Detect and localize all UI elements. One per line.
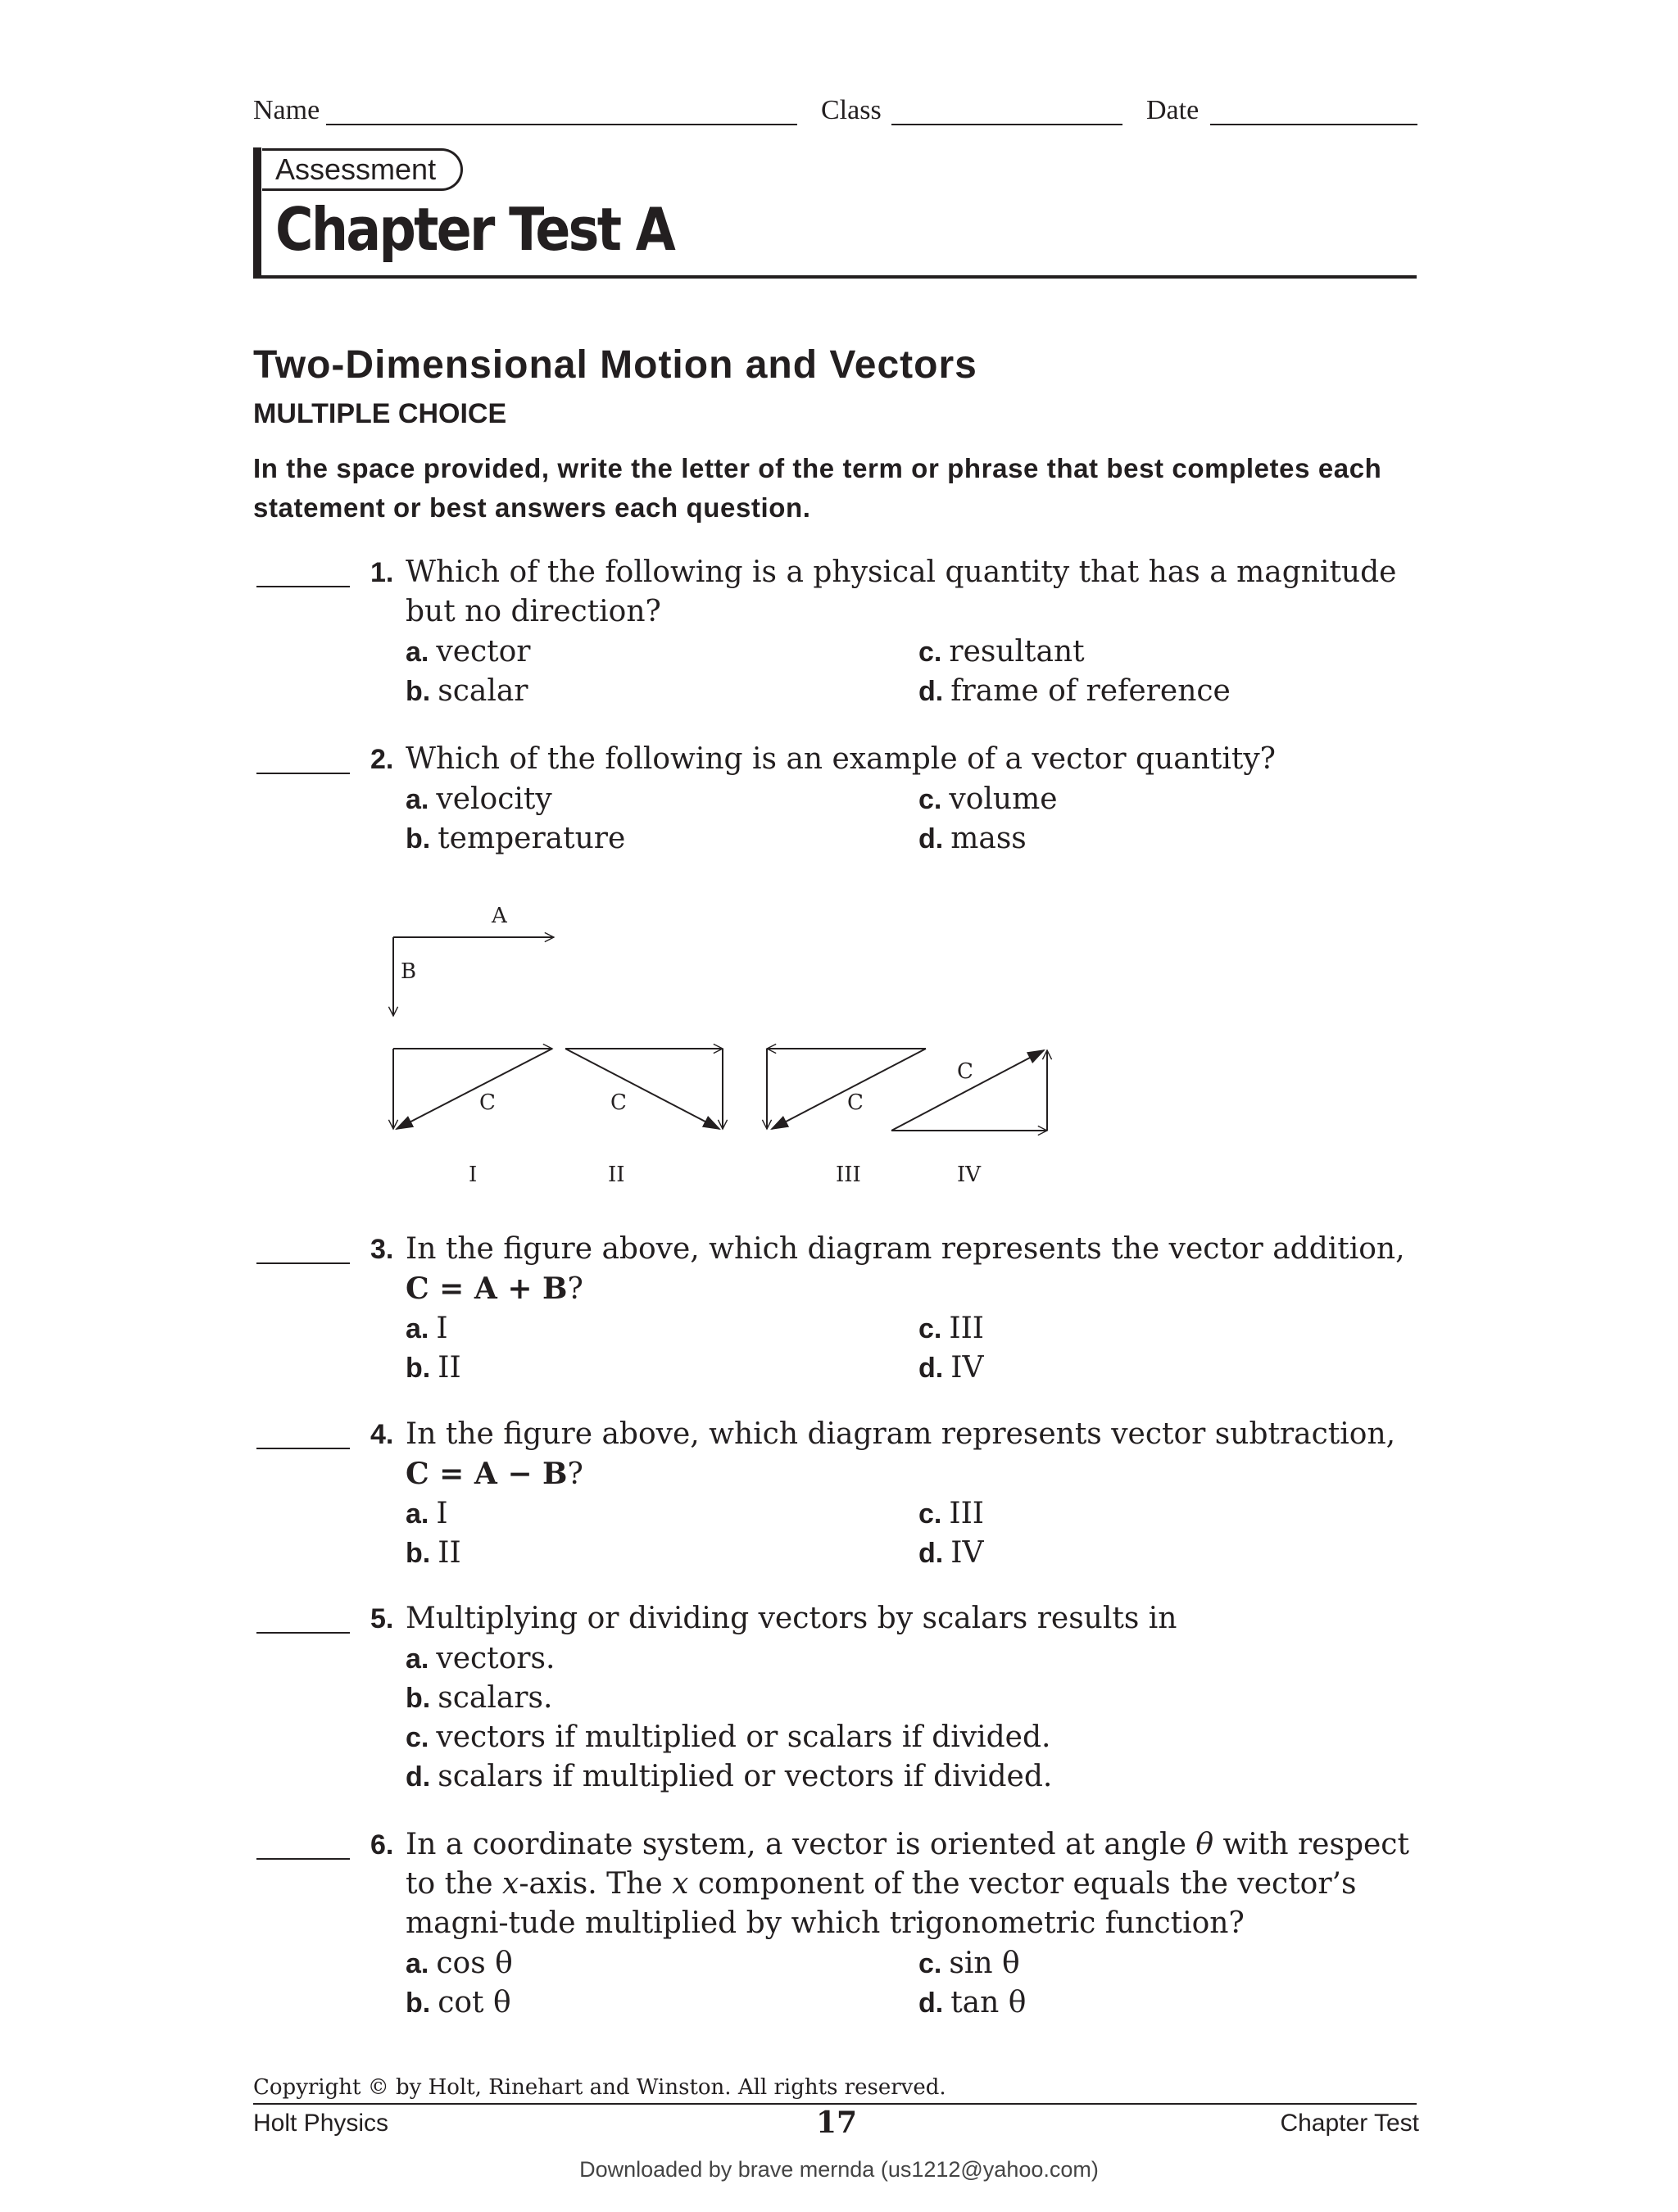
option-letter: a. (406, 637, 429, 668)
footer-section: Chapter Test (1280, 2110, 1419, 2137)
footer-book-title: Holt Physics (253, 2110, 389, 2137)
option-c (918, 1943, 1020, 1983)
label-c-iv: C (957, 1059, 973, 1084)
option-b (406, 1983, 511, 2023)
chapter-title: Chapter Test A (275, 195, 674, 264)
option-b (406, 818, 625, 859)
option-letter: d. (918, 1353, 944, 1384)
option-letter: d. (918, 823, 944, 854)
option-text: tan θ (950, 1986, 1027, 2019)
option-text: scalars. (438, 1681, 553, 1715)
x-variable: x (502, 1867, 519, 1901)
option-text: resultant (949, 635, 1085, 669)
section-subtitle: MULTIPLE CHOICE (253, 398, 507, 429)
option-letter: a. (406, 1643, 429, 1675)
name-label: Name (253, 95, 320, 125)
copyright: Copyright © by Holt, Rinehart and Winston. All rights reserved. (253, 2075, 946, 2100)
option-text: IV (950, 1536, 984, 1570)
option-letter: a. (406, 1948, 429, 1979)
option-letter: b. (406, 1353, 431, 1384)
page-number: 17 (816, 2105, 858, 2140)
question-text-main: In the figure above, which diagram represents vector subtraction, (406, 1417, 1396, 1451)
option-text: I (436, 1497, 448, 1530)
option-a (406, 1308, 448, 1349)
question-text (406, 1825, 1422, 1943)
answer-blank[interactable] (256, 586, 350, 587)
option-a (406, 1494, 448, 1534)
label-b: B (401, 959, 417, 984)
answer-blank[interactable] (256, 1632, 350, 1634)
option-letter: b. (406, 823, 431, 854)
diagram-label-iii: III (836, 1163, 861, 1187)
option-c (918, 779, 1058, 819)
option-letter: a. (406, 1313, 429, 1344)
option-text: sin θ (949, 1947, 1020, 1980)
diagram-label-i: I (469, 1163, 478, 1187)
diagram-i (393, 1049, 552, 1129)
question-number: 3. (370, 1234, 394, 1265)
option-text: volume (949, 782, 1058, 816)
option-b (406, 1678, 552, 1718)
option-letter: c. (918, 1498, 942, 1530)
question-text: Multiplying or dividing vectors by scalars results in (406, 1602, 1177, 1635)
option-letter: d. (918, 1988, 944, 2019)
option-letter: b. (406, 676, 431, 707)
footer-rule (253, 2103, 1417, 2105)
option-letter: a. (406, 1498, 429, 1530)
option-c (406, 1717, 1050, 1757)
option-c (918, 1308, 984, 1349)
option-c (918, 1494, 984, 1534)
option-text: mass (950, 822, 1027, 855)
option-d (918, 671, 1231, 711)
date-label: Date (1146, 95, 1200, 125)
option-text: frame of reference (950, 674, 1231, 708)
question-text: Which of the following is an example of a vector quantity? (406, 742, 1276, 776)
option-letter: c. (918, 784, 942, 815)
answer-blank[interactable] (256, 1448, 350, 1449)
option-a (406, 1943, 513, 1983)
section-title: Two-Dimensional Motion and Vectors (253, 343, 977, 387)
option-letter: c. (918, 637, 942, 668)
option-c (918, 632, 1085, 672)
option-text: II (438, 1536, 461, 1570)
option-d (918, 1533, 983, 1573)
option-b (406, 1348, 461, 1388)
assessment-tag: Assessment (262, 148, 463, 191)
option-text: III (949, 1497, 985, 1530)
text-part: In a coordinate system, a vector is oriented at angle (406, 1828, 1186, 1861)
option-text: IV (950, 1351, 984, 1385)
question-number: 6. (370, 1829, 394, 1861)
diagram-ii (565, 1049, 723, 1129)
instructions: In the space provided, write the letter of the term or phrase that best completes each statement or best answers each question. (253, 453, 1382, 523)
diagram-label-ii: II (608, 1163, 625, 1187)
option-letter: b. (406, 1988, 431, 2019)
name-blank-line[interactable] (326, 124, 797, 125)
label-c-iii: C (847, 1090, 864, 1115)
banner-rule (253, 275, 1417, 279)
diagram-iii (767, 1049, 926, 1129)
option-letter: b. (406, 1683, 431, 1714)
question-number: 2. (370, 744, 394, 775)
option-text: velocity (436, 782, 552, 816)
option-letter: d. (406, 1761, 431, 1793)
answer-blank[interactable] (256, 1262, 350, 1264)
date-blank-line[interactable] (1210, 124, 1417, 125)
equation: C = A + B (406, 1271, 568, 1306)
option-letter: c. (406, 1722, 429, 1753)
option-b (406, 1533, 461, 1573)
text-part: -axis. The (519, 1867, 663, 1901)
option-letter: d. (918, 676, 944, 707)
theta-symbol: θ (1195, 1828, 1214, 1861)
option-b (406, 671, 528, 711)
answer-blank[interactable] (256, 773, 350, 774)
option-text: cot θ (438, 1986, 511, 2019)
option-text: temperature (438, 822, 626, 855)
option-text: I (436, 1312, 448, 1345)
equation-end: ? (567, 1272, 583, 1306)
option-text: vectors. (436, 1642, 556, 1675)
question-number: 4. (370, 1419, 394, 1450)
option-text: III (949, 1312, 985, 1345)
vector-figure (361, 893, 1082, 1196)
question-text (406, 1415, 1422, 1494)
option-letter: a. (406, 784, 429, 815)
option-text: vector (436, 635, 531, 669)
option-letter: b. (406, 1538, 431, 1569)
option-d (918, 818, 1027, 859)
option-text: cos θ (436, 1947, 513, 1980)
text-part: component of the vector equals the vector’s magni-tude multiplied by which trigonometric function? (406, 1867, 1357, 1940)
question-number: 5. (370, 1603, 394, 1634)
option-d (406, 1756, 1052, 1797)
option-a (406, 1639, 555, 1679)
option-a (406, 632, 531, 672)
equation-end: ? (567, 1457, 583, 1491)
download-notice: Downloaded by brave mernda (us1212@yahoo.com) (579, 2157, 1099, 2182)
banner-bar (253, 147, 261, 279)
option-d (918, 1348, 983, 1388)
option-text: scalars if multiplied or vectors if divided. (438, 1760, 1053, 1793)
class-blank-line[interactable] (891, 124, 1122, 125)
class-label: Class (821, 95, 882, 125)
question-text (406, 1230, 1422, 1309)
question-text-main: In the figure above, which diagram represents the vector addition, (406, 1232, 1405, 1266)
option-letter: c. (918, 1948, 942, 1979)
option-letter: d. (918, 1538, 944, 1569)
question-number: 1. (370, 557, 394, 588)
option-text: II (438, 1351, 461, 1385)
label-a: A (492, 904, 507, 928)
label-c-i: C (479, 1090, 496, 1115)
answer-blank[interactable] (256, 1858, 350, 1860)
label-c-ii: C (610, 1090, 627, 1115)
text-part: with respect to the (406, 1828, 1409, 1901)
option-d (918, 1983, 1026, 2023)
option-text: vectors if multiplied or scalars if divided. (436, 1720, 1051, 1754)
option-a (406, 779, 552, 819)
question-text: Which of the following is a physical quantity that has a magnitude but no direction? (406, 555, 1397, 628)
x-variable: x (672, 1867, 689, 1901)
equation: C = A − B (406, 1457, 568, 1491)
option-text: scalar (438, 674, 528, 708)
diagram-label-iv: IV (957, 1163, 982, 1187)
option-letter: c. (918, 1313, 942, 1344)
